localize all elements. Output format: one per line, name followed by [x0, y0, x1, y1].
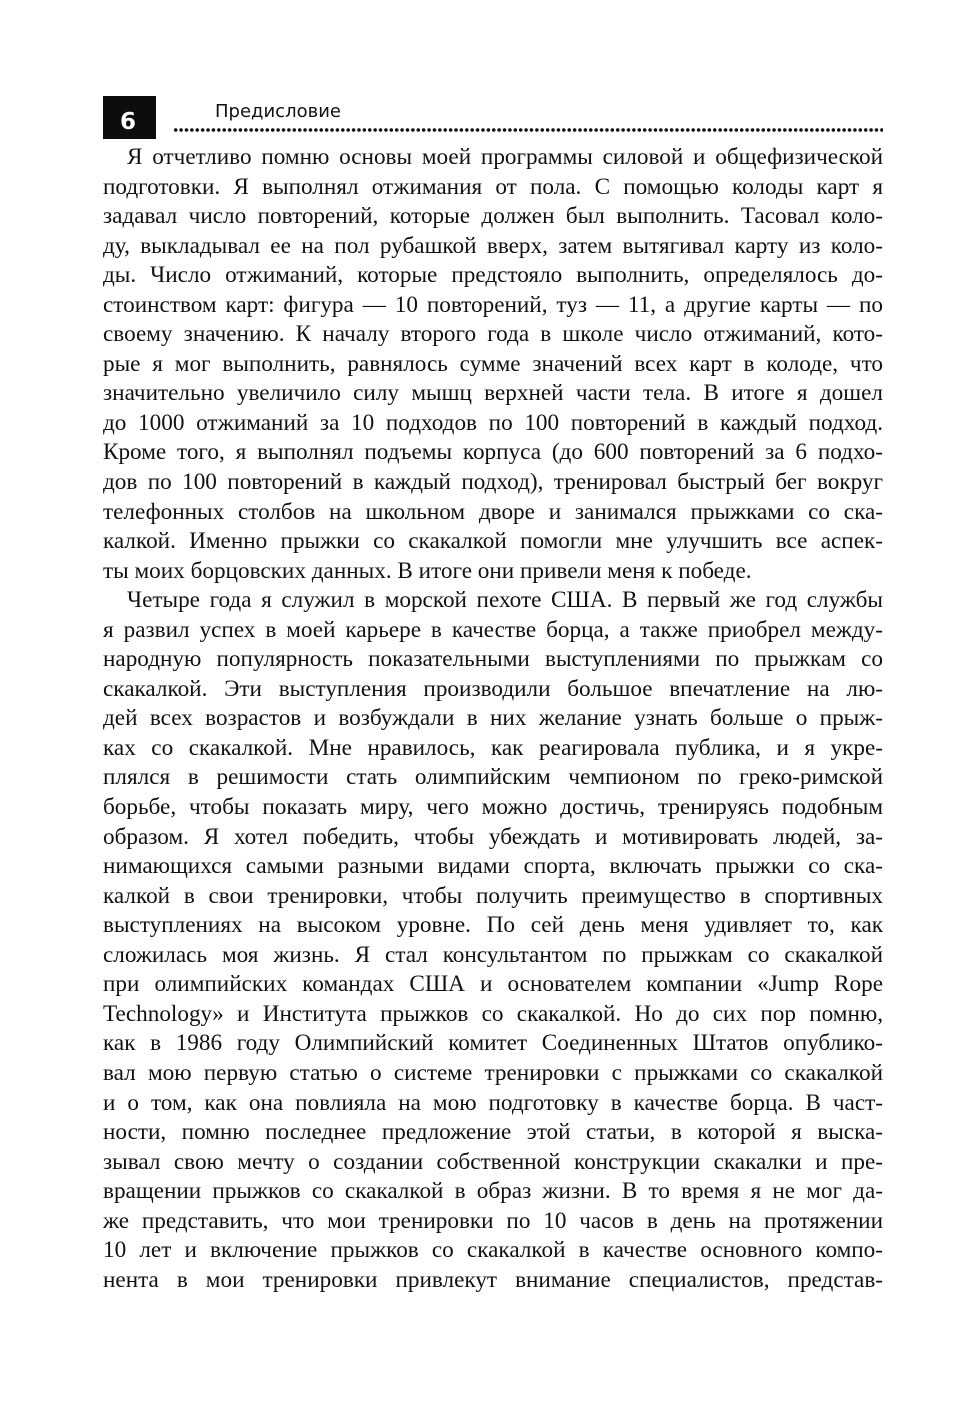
text-line: ды. Число отжиманий, которые предстояло выполнить, определялось до-	[103, 262, 883, 289]
text-line: сложилась моя жизнь. Я стал консультантом по прыжкам со скакалкой	[103, 941, 883, 968]
text-line: Я отчетливо помню основы моей программы силовой и общефизической	[127, 144, 883, 170]
text-line: стоинством карт: фигура — 10 повторений, туз — 11, а другие карты — по	[103, 291, 883, 318]
text-line: калкой. Именно прыжки со скакалкой помогли мне улучшить все аспек-	[103, 528, 883, 555]
text-line: задавал число повторений, которые должен был выполнить. Тасовал коло-	[103, 203, 883, 230]
text-line: скакалкой. Эти выступления производили большое впечатление на лю-	[103, 675, 883, 702]
text-line: до 1000 отжиманий за 10 подходов по 100 повторений в каждый подход.	[103, 409, 883, 436]
text-line: народную популярность показательными выступлениями по прыжкам со	[103, 646, 883, 673]
text-line: ности, помню последнее предложение этой статьи, в которой я выска-	[103, 1119, 883, 1146]
text-line: выступлениях на высоком уровне. По сей день меня удивляет то, как	[103, 912, 883, 939]
text-line: как в 1986 году Олимпийский комитет Соединенных Штатов опублико-	[103, 1030, 883, 1057]
text-line: дов по 100 повторений в каждый подход), тренировал быстрый бег вокруг	[103, 469, 883, 496]
text-line: ду, выкладывал ее на пол рубашкой вверх, затем вытягивал карту из коло-	[103, 232, 883, 259]
running-title: Предисловие	[215, 101, 341, 122]
text-line: дей всех возрастов и возбуждали в них желание узнать больше о прыж-	[103, 705, 883, 732]
text-line: вращении прыжков со скакалкой в образ жизни. В то время я не мог да-	[103, 1178, 883, 1205]
text-line: образом. Я хотел победить, чтобы убеждать и мотивировать людей, за-	[103, 823, 883, 850]
paragraph-1	[103, 143, 883, 586]
text-line: значительно увеличило силу мышц верхней части тела. В итоге я дошел	[103, 380, 883, 407]
text-line: Technology» и Института прыжков со скакалкой. Но до сих пор помню,	[103, 1000, 883, 1027]
text-line: и о том, как она повлияла на мою подготовку в качестве борца. В част-	[103, 1089, 883, 1116]
text-line: Четыре года я служил в морской пехоте США. В первый же год службы	[127, 587, 883, 614]
page-number-badge	[103, 96, 156, 139]
text-line: борьбе, чтобы показать миру, чего можно достичь, тренируясь подобным	[103, 794, 883, 821]
text-line: нимающихся самыми разными видами спорта, включать прыжки со ска-	[103, 853, 883, 880]
text-line: ты моих борцовских данных. В итоге они привели меня к победе.	[103, 557, 752, 584]
text-line: своему значению. К началу второго года в школе число отжиманий, кото-	[103, 321, 883, 348]
page-number: 6	[119, 109, 136, 135]
paragraph-2	[103, 586, 883, 1295]
text-line: подготовки. Я выполнял отжимания от пола. С помощью колоды карт я	[103, 173, 883, 200]
dotted-header-rule	[173, 127, 883, 133]
text-line: зывал свою мечту о создании собственной конструкции скакалки и пре-	[103, 1148, 883, 1175]
text-line: же представить, что мои тренировки по 10 часов в день на протяжении	[103, 1207, 883, 1234]
text-line: телефонных столбов на школьном дворе и занимался прыжками со ска-	[103, 498, 883, 525]
body-text	[103, 143, 883, 1295]
text-line: ках со скакалкой. Мне нравилось, как реагировала публика, и я укре-	[103, 734, 883, 761]
text-line: Кроме того, я выполнял подъемы корпуса (до 600 повторений за 6 подхо-	[103, 439, 883, 466]
text-line: при олимпийских командах США и основателем компании «Jump Rope	[103, 971, 883, 998]
text-line: 10 лет и включение прыжков со скакалкой в качестве основного компо-	[103, 1237, 883, 1264]
text-line: калкой в свои тренировки, чтобы получить преимущество в спортивных	[103, 882, 883, 909]
text-line: плялся в решимости стать олимпийским чемпионом по греко-римской	[103, 764, 883, 791]
text-line: нента в мои тренировки привлекут внимание специалистов, представ-	[103, 1266, 883, 1293]
text-line: рые я мог выполнить, равнялось сумме значений всех карт в колоде, что	[103, 350, 883, 377]
text-line: вал мою первую статью о системе тренировки с прыжками со скакалкой	[103, 1059, 883, 1086]
text-line: я развил успех в моей карьере в качестве борца, а также приобрел между-	[103, 616, 883, 643]
